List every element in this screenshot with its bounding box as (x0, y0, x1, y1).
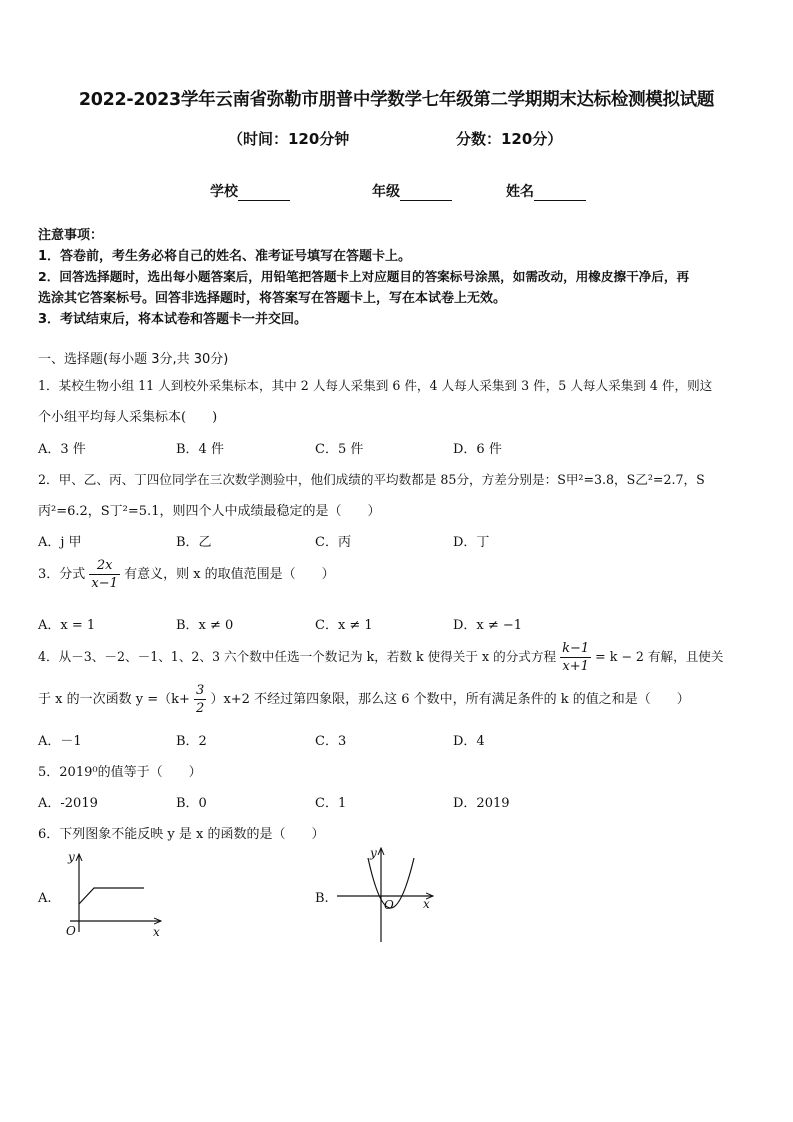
school-label: 学校 (210, 184, 238, 200)
notice-item-3: 3．考试结束后，将本试卷和答题卡一并交回。 (38, 312, 308, 327)
q2-option-c: C．丙 (315, 535, 351, 550)
q5-option-d: D．2019 (453, 796, 510, 811)
q6-a-y-label: y (68, 850, 75, 864)
notice-item-2b: 选涂其它答案标号。回答非选择题时，将答案写在答题卡上，写在本试卷上无效。 (38, 291, 507, 306)
q3-option-b: B．x ≠ 0 (176, 618, 234, 633)
grade-blank (400, 186, 452, 201)
q4-line2b: ）x+2 不经过第四象限，那么这 6 个数中，所有满足条件的 k 的值之和是（ ） (210, 692, 690, 707)
q2-option-a: A．j 甲 (38, 535, 82, 550)
q6-graph-b (335, 842, 440, 946)
q3-denominator: x−1 (91, 576, 118, 591)
q4-option-b: B．2 (176, 734, 207, 749)
name-field (506, 181, 586, 201)
grade-label: 年级 (372, 184, 400, 200)
q6-graph-a (60, 848, 170, 944)
q4-fraction-1 (560, 640, 591, 675)
q4-denominator-2: 2 (196, 701, 205, 716)
q5-option-c: C．1 (315, 796, 347, 811)
page-title: 2022-2023学年云南省弥勒市朋普中学数学七年级第二学期期末达标检测模拟试题 (78, 90, 715, 110)
q4-line1a: 4．从－3、－2、－1、1、2、3 六个数中任选一个数记为 k，若数 k 使得关于 x 的分式方程 (38, 649, 557, 664)
q2-line2: 丙²=6.2，S丁²=5.1，则四个人中成绩最稳定的是（ ） (38, 504, 381, 519)
q4-fraction-2 (194, 682, 206, 717)
q6-option-b-label: B. (315, 891, 329, 906)
q5-option-a: A．-2019 (38, 796, 98, 811)
section-heading: 一、选择题(每小题 3分,共 30分) (38, 352, 229, 367)
q2-line1: 2．甲、乙、丙、丁四位同学在三次数学测验中，他们成绩的平均数都是 85分，方差分别是：S甲²=3.8，S乙²=2.7，S (38, 472, 705, 487)
q3-option-a: A．x = 1 (38, 618, 96, 633)
q3-prefix: 3．分式 (38, 567, 86, 582)
school-blank (238, 186, 290, 201)
q4-option-a: A．－1 (38, 734, 82, 749)
notice-item-2a: 2．回答选择题时，选出每小题答案后，用铅笔把答题卡上对应题目的答案标号涂黑，如需改动，用橡皮擦干净后，再 (38, 269, 690, 284)
q1-option-b: B．4 件 (176, 442, 224, 457)
q6-b-y-label: y (370, 846, 377, 860)
q6-line: 6．下列图象不能反映 y 是 x 的函数的是（ ） (38, 827, 325, 842)
q6-a-function-curve (79, 888, 144, 904)
exam-score: 分数：120分） (456, 130, 563, 148)
q1-line1: 1．某校生物小组 11 人到校外采集标本，其中 2 人每人采集到 6 件，4 人每人采集到 3 件，5 人每人采集到 4 件，则这 (38, 378, 713, 393)
q3-option-d: D．x ≠ −1 (453, 618, 523, 633)
q5-line: 5．2019⁰的值等于（ ） (38, 765, 202, 780)
q4-option-d: D．4 (453, 734, 485, 749)
name-label: 姓名 (506, 184, 534, 200)
q6-b-x-label: x (423, 897, 430, 911)
q4-numerator-2: 3 (196, 683, 205, 698)
q4-option-c: C．3 (315, 734, 347, 749)
q4-line1b: = k − 2 有解，且使关 (595, 649, 724, 664)
q3-line (38, 557, 335, 592)
grade-field (372, 181, 452, 201)
q3-suffix: 有意义，则 x 的取值范围是（ ） (124, 567, 335, 582)
q4-line1 (38, 640, 723, 675)
q1-option-d: D．6 件 (453, 442, 502, 457)
notice-heading: 注意事项： (38, 228, 104, 243)
q6-b-origin-label: O (384, 898, 394, 912)
q6-option-a-label: A. (38, 891, 52, 906)
q4-denominator-1: x+1 (562, 659, 589, 674)
school-field (210, 181, 290, 201)
q3-option-c: C．x ≠ 1 (315, 618, 373, 633)
q6-a-x-label: x (153, 925, 160, 939)
q1-line2: 个小组平均每人采集标本( ) (38, 410, 218, 425)
q4-line2a: 于 x 的一次函数 y =（k+ (38, 692, 190, 707)
q2-option-d: D．丁 (453, 535, 490, 550)
notice-item-1: 1．答卷前，考生务必将自己的姓名、准考证号填写在答题卡上。 (38, 249, 412, 264)
q6-a-origin-label: O (66, 924, 76, 938)
q3-fraction (89, 557, 120, 592)
name-blank (534, 186, 586, 201)
q1-option-c: C．5 件 (315, 442, 364, 457)
q3-numerator: 2x (89, 557, 120, 575)
q2-option-b: B．乙 (176, 535, 212, 550)
exam-time: （时间：120分钟 (228, 130, 350, 148)
q5-option-b: B．0 (176, 796, 207, 811)
q1-option-a: A．3 件 (38, 442, 86, 457)
q4-line2 (38, 682, 690, 717)
q4-numerator-1: k−1 (562, 641, 590, 656)
